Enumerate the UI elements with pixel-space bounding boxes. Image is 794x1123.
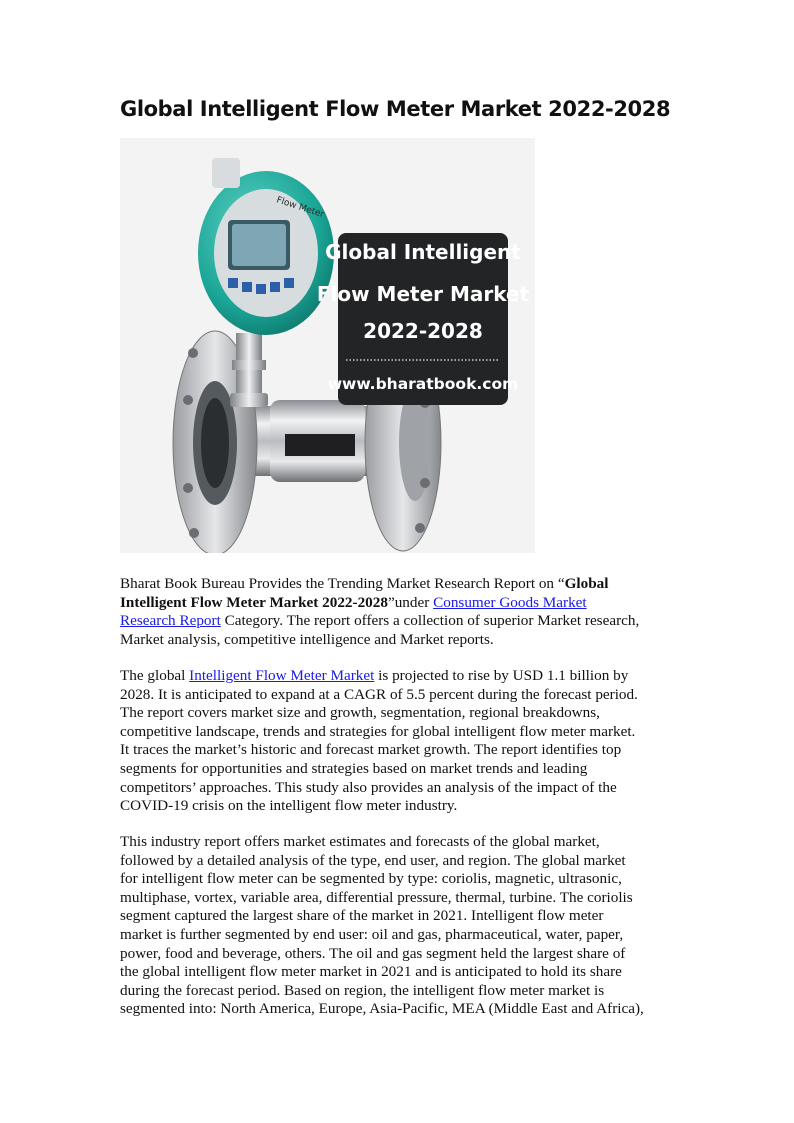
box-url: www.bharatbook.com xyxy=(327,375,519,393)
paragraph-line: segment captured the largest share of the market in 2021. Intelligent flow meter xyxy=(120,907,604,925)
paragraph-line: It traces the market’s historic and forecast market growth. The report identifies top xyxy=(120,741,622,759)
market-overview-paragraph xyxy=(120,667,690,816)
box-title-line-2: Flow Meter Market xyxy=(316,282,530,306)
paragraph-text: The global xyxy=(120,667,190,684)
intro-text: Market analysis, competitive intelligence and Market reports. xyxy=(120,630,494,648)
intro-bold-title: Global xyxy=(564,575,609,592)
paragraph-line: market is further segmented by end user: oil and gas, pharmaceutical, water, paper, xyxy=(120,925,624,943)
paragraph-line: during the forecast period. Based on region, the intelligent flow meter market is xyxy=(120,981,605,999)
box-title-line-1: Global Intelligent xyxy=(325,240,521,264)
flow-meter-image xyxy=(120,138,535,553)
paragraph-line: multiphase, vortex, variable area, differential pressure, thermal, turbine. The coriolis xyxy=(120,888,633,906)
paragraph-line: segmented into: North America, Europe, Asia-Pacific, MEA (Middle East and Africa), xyxy=(120,1000,644,1018)
intro-text: Category. The report offers a collection of superior Market research, xyxy=(220,612,640,630)
paragraph-line: the global intelligent flow meter market in 2021 and is anticipated to hold its share xyxy=(120,963,622,981)
paragraph-line: segments for opportunities and strategies based on market trends and leading xyxy=(120,759,588,777)
paragraph-line: This industry report offers market estimates and forecasts of the global market, xyxy=(120,833,600,850)
intro-paragraph xyxy=(120,575,690,649)
research-report-link[interactable]: Research Report xyxy=(120,612,221,630)
box-title-line-3: 2022-2028 xyxy=(363,319,483,343)
paragraph-line: 2028. It is anticipated to expand at a CAGR of 5.5 percent during the forecast period. xyxy=(120,685,638,703)
flow-meter-illustration xyxy=(120,138,535,553)
paragraph-text: is projected to rise by USD 1.1 billion by xyxy=(374,667,629,684)
paragraph-line: The report covers market size and growth, segmentation, regional breakdowns, xyxy=(120,704,600,722)
paragraph-line: COVID-19 crisis on the intelligent flow meter industry. xyxy=(120,797,458,815)
intro-text: Bharat Book Bureau Provides the Trending Market Research Report on “ xyxy=(120,575,565,592)
intro-text: ”under xyxy=(387,593,434,611)
paragraph-line: competitors’ approaches. This study also provides an analysis of the impact of the xyxy=(120,778,617,796)
intelligent-flow-meter-market-link[interactable]: Intelligent Flow Meter Market xyxy=(189,667,375,684)
intro-bold-title: Intelligent Flow Meter Market 2022-2028 xyxy=(120,593,388,611)
paragraph-line: competitive landscape, trends and strategies for global intelligent flow meter market. xyxy=(120,722,636,740)
meter-label: Flow Meter xyxy=(275,195,326,221)
page-title: Global Intelligent Flow Meter Market 2022-2028 xyxy=(120,97,671,121)
paragraph-line: followed by a detailed analysis of the type, end user, and region. The global market xyxy=(120,851,626,869)
segmentation-paragraph xyxy=(120,833,690,1019)
paragraph-line: power, food and beverage, others. The oil and gas segment held the largest share of xyxy=(120,944,626,962)
paragraph-line: for intelligent flow meter can be segmented by type: coriolis, magnetic, ultrasonic, xyxy=(120,870,622,888)
consumer-goods-link[interactable]: Consumer Goods Market xyxy=(433,593,587,611)
